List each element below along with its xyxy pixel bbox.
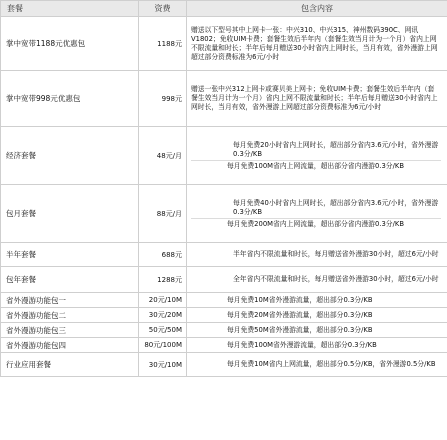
package-content xyxy=(187,17,447,71)
package-name: 经济套餐 xyxy=(1,127,139,185)
package-name: 包月套餐 xyxy=(1,185,139,243)
package-name: 省外漫游功能包四 xyxy=(1,338,139,353)
content-text: 每月免费40小时省内上网时长，超出部分省内3.6元/小时，省外漫游0.3分/KB xyxy=(233,198,439,216)
package-fee: 1188元 xyxy=(139,17,187,71)
package-name: 半年套餐 xyxy=(1,243,139,267)
table-row xyxy=(1,293,447,308)
content-text: 半年省内不限流量和时长，每月赠送省外漫游30小时，超过6元/小时 xyxy=(233,250,439,258)
package-content xyxy=(187,353,447,377)
table-row xyxy=(1,308,447,323)
table-row xyxy=(1,353,447,377)
package-content xyxy=(187,71,447,127)
package-fee: 30元/10M xyxy=(139,353,187,377)
package-content xyxy=(187,267,447,293)
package-fee: 50元/50M xyxy=(139,323,187,338)
package-content xyxy=(187,127,447,185)
content-text: 每月免费20M省外漫游流量，超出部分0.3分/KB xyxy=(227,310,373,319)
package-fee: 88元/月 xyxy=(139,185,187,243)
content-text: 每月免费100M省外漫游流量，超出部分0.3分/KB xyxy=(227,340,377,349)
content-text: 赠送以下型号其中上网卡一张：中兴310、中兴315、神州数码390C、网讯V1802；免收UIM卡费；套餐生效后半年内（套餐生效当月计为一个月）省内上网不限流量和时长；半年后每月赠送30小时省内上网时长，当月有效，省外漫游上网超过部分资费标准为6元/小时 xyxy=(191,25,438,61)
package-content xyxy=(187,185,447,243)
package-name: 省外漫游功能包三 xyxy=(1,323,139,338)
content-text: 每月免费10M省外漫游流量，超出部分0.3分/KB xyxy=(227,295,373,304)
table-row xyxy=(1,127,447,185)
package-name: 行业应用套餐 xyxy=(1,353,139,377)
header-content: 包含内容 xyxy=(187,1,447,17)
content-text: 每月免费200M省内上网流量，超出部分省内漫游0.3分/KB xyxy=(191,218,441,230)
package-name: 包年套餐 xyxy=(1,267,139,293)
package-name: 省外漫游功能包二 xyxy=(1,308,139,323)
package-name: 掌中宽带1188元优惠包 xyxy=(1,17,139,71)
package-content xyxy=(187,323,447,338)
package-fee: 688元 xyxy=(139,243,187,267)
table-row xyxy=(1,71,447,127)
content-text: 每月免费50M省外漫游流量，超出部分0.3分/KB xyxy=(227,325,373,334)
content-text: 每月免费10M省内上网流量，超出部分0.5分/KB，省外漫游0.5分/KB xyxy=(227,360,436,368)
package-fee: 1288元 xyxy=(139,267,187,293)
table-row xyxy=(1,243,447,267)
package-name: 省外漫游功能包一 xyxy=(1,293,139,308)
package-content xyxy=(187,243,447,267)
table-header-row xyxy=(1,1,447,17)
package-fee: 998元 xyxy=(139,71,187,127)
package-fee: 48元/月 xyxy=(139,127,187,185)
package-content xyxy=(187,293,447,308)
package-content xyxy=(187,308,447,323)
table-row xyxy=(1,185,447,243)
content-text: 赠送一张中兴312上网卡或赛贝美上网卡；免收UIM卡费；套餐生效后半年内（套餐生效当月计为一个月）省内上网不限流量和时长；半年后每月赠送30小时省内上网时长，当月有效，省外漫游上网超过部分资费标准为6元/小时 xyxy=(191,85,438,111)
table-row xyxy=(1,17,447,71)
content-text: 全年省内不限流量和时长，每月赠送省外漫游30小时，超过6元/小时 xyxy=(233,275,439,283)
content-text: 每月免费20小时省内上网时长，超出部分省内3.6元/小时，省外漫游0.3分/KB xyxy=(233,140,439,158)
header-fee: 资费 xyxy=(139,1,187,17)
package-content xyxy=(187,338,447,353)
table-row xyxy=(1,323,447,338)
content-text: 每月免费100M省内上网流量，超出部分省内漫游0.3分/KB xyxy=(191,160,441,172)
package-fee: 80元/100M xyxy=(139,338,187,353)
table-row xyxy=(1,267,447,293)
package-name: 掌中宽带998元优惠包 xyxy=(1,71,139,127)
table-row xyxy=(1,338,447,353)
header-package: 套餐 xyxy=(1,1,139,17)
package-fee: 20元/10M xyxy=(139,293,187,308)
package-fee: 30元/20M xyxy=(139,308,187,323)
